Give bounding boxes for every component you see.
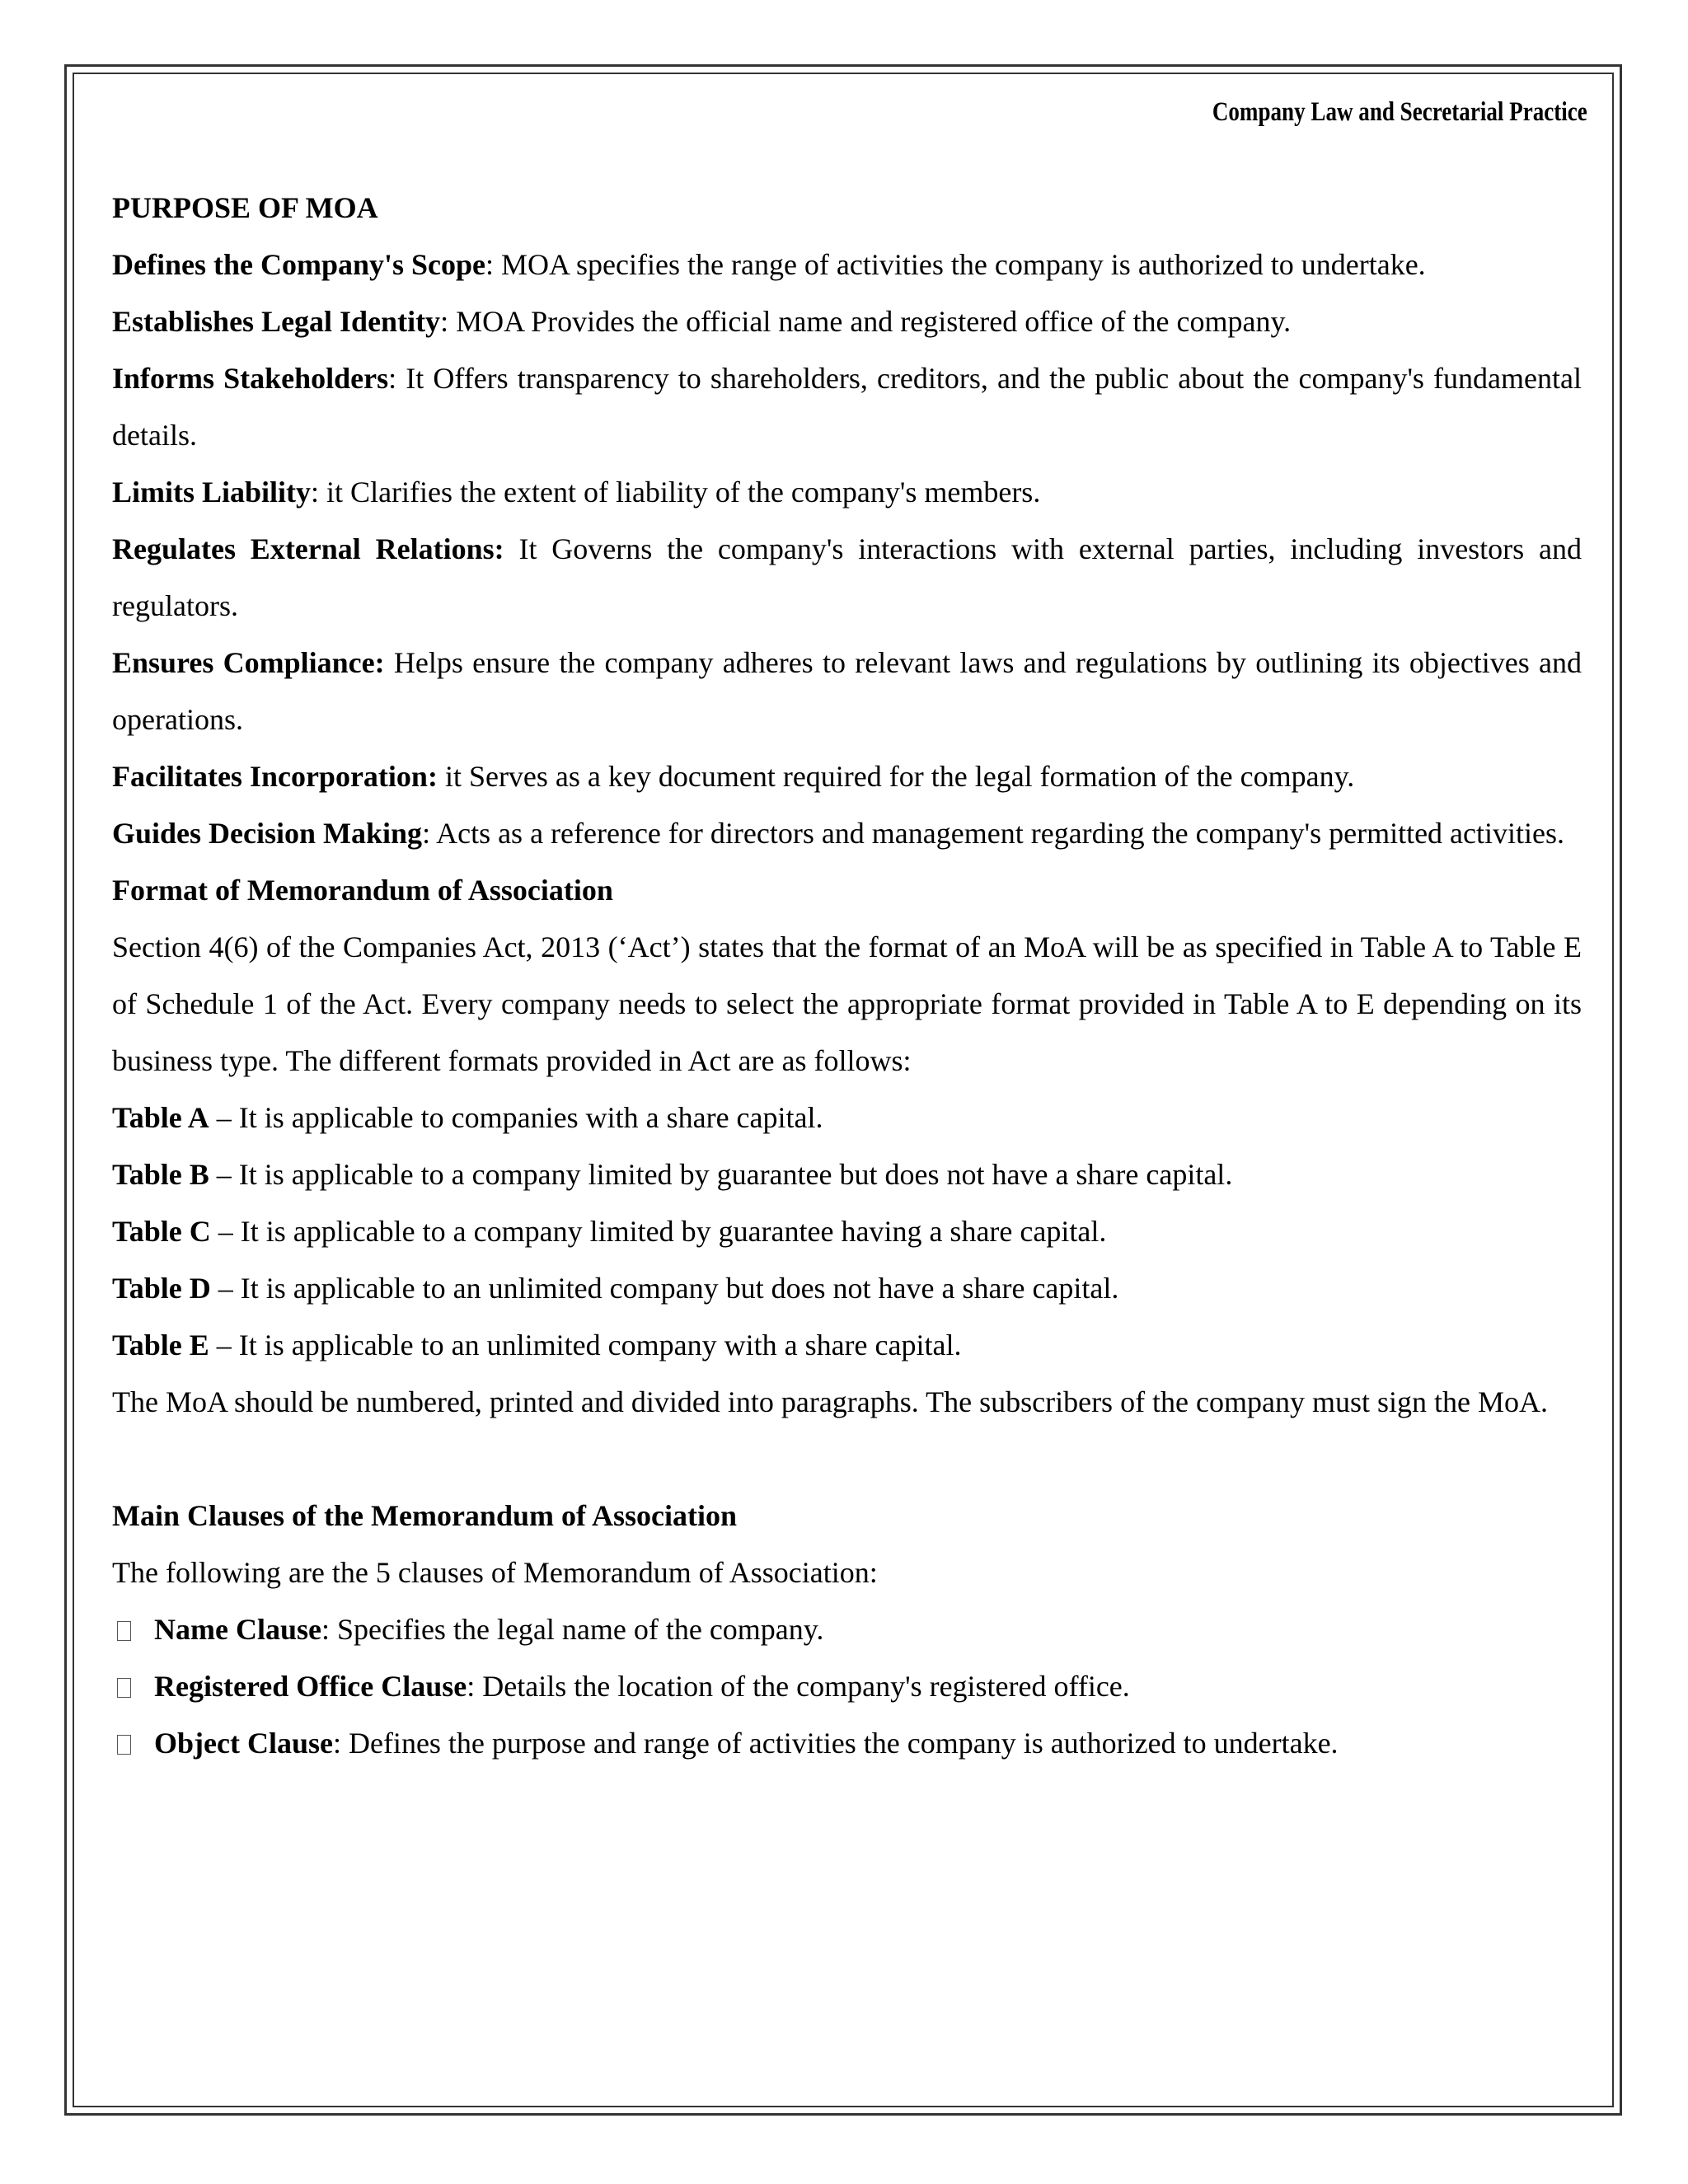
- purpose-text: MOA specifies the range of activities the company is authorized to undertake.: [494, 248, 1426, 281]
- purpose-term: Facilitates Incorporation:: [112, 760, 438, 793]
- purpose-sep: :: [422, 817, 431, 850]
- purpose-term: Limits Liability: [112, 476, 312, 509]
- clauses-heading: Main Clauses of the Memorandum of Association: [112, 1499, 737, 1532]
- format-table-item: [112, 1146, 1582, 1203]
- purpose-sep: :: [311, 476, 320, 509]
- bullet-icon: [117, 1735, 131, 1755]
- purpose-item: [112, 635, 1582, 748]
- clause-term: Registered Office Clause: [154, 1670, 467, 1703]
- purpose-term: Guides Decision Making: [112, 817, 423, 850]
- format-table-item: [112, 1090, 1582, 1146]
- table-term: Table C: [112, 1215, 211, 1248]
- purpose-sep: :: [388, 362, 397, 395]
- format-closing: The MoA should be numbered, printed and divided into paragraphs. The subscribers of the company must sign the MoA.: [112, 1385, 1549, 1418]
- section-spacer: [112, 1431, 1582, 1488]
- purpose-item: [112, 748, 1582, 805]
- purpose-text: It Offers transparency to shareholders, creditors, and the public about the company's fundamental details.: [112, 362, 1582, 452]
- purpose-text: Helps ensure the company adheres to relevant laws and regulations by outlining its objectives and operations.: [112, 646, 1582, 736]
- clause-text: : Details the location of the company's registered office.: [467, 1670, 1130, 1703]
- format-intro: Section 4(6) of the Companies Act, 2013 (‘Act’) states that the format of an MoA will be as specified in Table A to Table E of Schedule 1 of the Act. Every company needs to select the appropriate format provided in Table A to E depending on its business type. The different formats provided in Act are as follows:: [112, 930, 1582, 1077]
- purpose-item: [112, 293, 1582, 350]
- clause-text: : Specifies the legal name of the company.: [321, 1613, 824, 1646]
- purpose-text: it Serves as a key document required for the legal formation of the company.: [437, 760, 1355, 793]
- clause-term: Object Clause: [154, 1727, 333, 1760]
- purpose-term: Regulates External Relations:: [112, 532, 504, 565]
- clause-text: : Defines the purpose and range of activities the company is authorized to undertake.: [332, 1727, 1339, 1760]
- purpose-heading: PURPOSE OF MOA: [112, 191, 378, 224]
- purpose-term: Defines the Company's Scope: [112, 248, 486, 281]
- table-term: Table A: [112, 1101, 209, 1134]
- purpose-item: [112, 237, 1582, 293]
- table-term: Table D: [112, 1272, 211, 1305]
- table-term: Table E: [112, 1329, 209, 1361]
- table-text: – It is applicable to a company limited by guarantee having a share capital.: [210, 1215, 1107, 1248]
- purpose-text: it Clarifies the extent of liability of the company's members.: [319, 476, 1041, 509]
- clauses-intro: The following are the 5 clauses of Memorandum of Association:: [112, 1556, 878, 1589]
- purpose-item: [112, 521, 1582, 635]
- purpose-sep: :: [485, 248, 495, 281]
- purpose-item: [112, 805, 1582, 862]
- format-table-item: [112, 1203, 1582, 1260]
- bullet-icon: [117, 1621, 131, 1641]
- purpose-term: Ensures Compliance:: [112, 646, 385, 679]
- format-heading: Format of Memorandum of Association: [112, 874, 613, 907]
- page-content: [112, 180, 1582, 1772]
- purpose-sep: :: [440, 305, 449, 338]
- table-text: – It is applicable to an unlimited company with a share capital.: [209, 1329, 962, 1361]
- running-header: Company Law and Secretarial Practice: [1212, 97, 1587, 127]
- clause-item: [112, 1658, 1582, 1715]
- purpose-item: [112, 350, 1582, 464]
- table-text: – It is applicable to companies with a share capital.: [209, 1101, 823, 1134]
- format-table-item: [112, 1260, 1582, 1317]
- purpose-text: MOA Provides the official name and registered office of the company.: [448, 305, 1292, 338]
- table-text: – It is applicable to a company limited by guarantee but does not have a share capital.: [209, 1158, 1233, 1191]
- table-term: Table B: [112, 1158, 209, 1191]
- purpose-text: It Governs the company's interactions with external parties, including investors and regulators.: [112, 532, 1582, 622]
- purpose-term: Establishes Legal Identity: [112, 305, 441, 338]
- bullet-icon: [117, 1678, 131, 1698]
- clause-item: [112, 1601, 1582, 1658]
- purpose-text: Acts as a reference for directors and management regarding the company's permitted activities.: [430, 817, 1565, 850]
- clause-term: Name Clause: [154, 1613, 321, 1646]
- purpose-item: [112, 464, 1582, 521]
- purpose-term: Informs Stakeholders: [112, 362, 389, 395]
- table-text: – It is applicable to an unlimited company but does not have a share capital.: [210, 1272, 1119, 1305]
- format-table-item: [112, 1317, 1582, 1374]
- clause-item: [112, 1715, 1582, 1772]
